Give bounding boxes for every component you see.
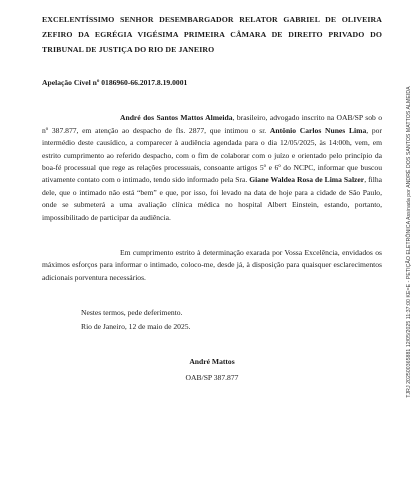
electronic-signature-stamp [404, 14, 414, 470]
document-heading: EXCELENTÍSSIMO SENHOR DESEMBARGADOR RELATOR GABRIEL DE OLIVEIRA ZEFIRO DA EGRÉGIA VIGÉSIMA PRIMEIRA CÂMARA DE DIREITO PRIVADO DO TRIBUNAL DE JUSTIÇA DO RIO DE JANEIRO [42, 15, 382, 54]
case-number: Apelação Cível nº 0186960-66.2017.8.19.0001 [42, 78, 188, 87]
electronic-signature-stamp-text: TJRJ 202500365881 12/05/2025 11:37:00 KE=E - PETIÇÃO ELETRÔNICA Assinada por ANDRÉ DOS SANTOS MATTOS ALMEIDA [406, 86, 412, 398]
signature-name: André Mattos [189, 357, 235, 367]
lawyer-name: André dos Santos Mattos Almeida [120, 113, 233, 123]
signature-oab: OAB/SP 387.877 [185, 373, 239, 383]
intimated-name: Antônio Carlos Nunes Lima [269, 125, 367, 135]
paragraph-compliance: Em cumprimento estrito à determinação exarada por Vossa Excelência, envidados os máximos esforços para informar o intimado, coloco-me, desde já, à disposição para quaisquer esclarecimentos adicionais porventura necessários. [42, 248, 382, 282]
paragraph-main-text-a: , brasileiro, advogado inscrito na OAB/SP sob o nº 387.877, em atenção ao despacho de fls. 2877, que intimou o sr. [42, 113, 382, 135]
paragraph-main [42, 112, 382, 224]
closing-block [42, 306, 382, 334]
closing-request: Nestes termos, pede deferimento. [81, 308, 183, 318]
signature-block [42, 355, 382, 384]
closing-date: Rio de Janeiro, 12 de maio de 2025. [81, 322, 191, 332]
paragraph-main-text-b: , por intermédio deste causídico, a comparecer à audiência agendada para o dia 12/05/2025, às 14:00h, vem, em estrito cumprimento ao referido despacho, com o fim de colaborar com o juízo e orientado pelo princípio da boa-fé processual que rege as relações processuais, consoante artigos 5º e 6º do NCPC, informar que buscou ativamente contato com o intimado, tendo sido informado pela Sra. [42, 125, 382, 185]
paragraph-main-text-c: , filha dele, que o intimado não está “bem” e que, por isso, foi levado na data de hoje para a cidade de São Paulo, onde se submeterá a uma avaliação clínica médica no hospital Albert Einstein, estando, portanto, impossibilitado de participar da audiência. [42, 175, 383, 222]
daughter-name: Giane Waldea Rosa de Lima Salzer [249, 175, 365, 185]
document-body [42, 12, 382, 384]
